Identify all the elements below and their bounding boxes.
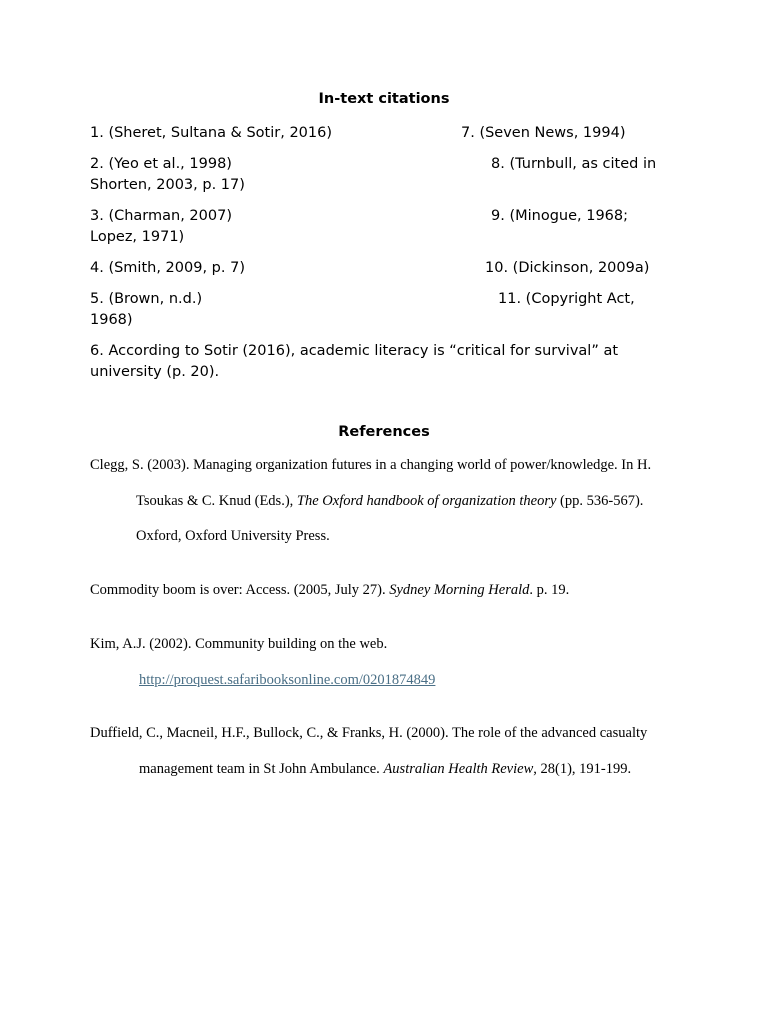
reference-duffield-line2: management team in St John Ambulance. Australian Health Review, 28(1), 191-199. — [139, 761, 632, 777]
citation-3: 3. (Charman, 2007) — [90, 208, 232, 224]
references-heading: References — [338, 424, 430, 440]
reference-duffield: Duffield, C., Macneil, H.F., Bullock, C., & Franks, H. (2000). The role of the advanced casualty — [90, 725, 648, 741]
citation-7: 7. (Seven News, 1994) — [461, 125, 626, 141]
reference-url-link[interactable]: http://proquest.safaribooksonline.com/0201874849 — [139, 672, 436, 688]
citation-3-continued: Lopez, 1971) — [90, 229, 185, 245]
reference-title: Sydney Morning Herald — [389, 582, 530, 598]
citation-9: 9. (Minogue, 1968; — [491, 208, 629, 224]
reference-title: The Oxford handbook of organization theory — [296, 493, 557, 509]
intext-heading: In-text citations — [318, 91, 450, 107]
reference-commodity: Commodity boom is over: Access. (2005, July 27). Sydney Morning Herald. p. 19. — [90, 582, 570, 598]
citation-11: 11. (Copyright Act, — [498, 291, 635, 307]
citation-6: 6. According to Sotir (2016), academic literacy is “critical for survival” at university (p. 20). — [90, 343, 619, 380]
citation-1: 1. (Sheret, Sultana & Sotir, 2016) — [90, 125, 333, 141]
reference-clegg: Clegg, S. (2003). Managing organization futures in a changing world of power/knowledge. In H. — [90, 457, 652, 473]
reference-clegg-line3: Oxford, Oxford University Press. — [136, 528, 330, 544]
reference-title: Australian Health Review — [383, 761, 534, 777]
reference-kim: Kim, A.J. (2002). Community building on the web. — [90, 636, 388, 652]
reference-kim-line2 — [139, 670, 435, 690]
citation-2-continued: Shorten, 2003, p. 17) — [90, 177, 245, 193]
reference-clegg-line2: Tsoukas & C. Knud (Eds.), The Oxford handbook of organization theory (pp. 536-567). — [136, 493, 644, 509]
citation-5: 5. (Brown, n.d.) — [90, 291, 203, 307]
citation-10: 10. (Dickinson, 2009a) — [485, 260, 650, 276]
citation-8: 8. (Turnbull, as cited in — [491, 156, 657, 172]
citation-2: 2. (Yeo et al., 1998) — [90, 156, 232, 172]
citation-4: 4. (Smith, 2009, p. 7) — [90, 260, 245, 276]
citation-5-continued: 1968) — [90, 312, 133, 328]
